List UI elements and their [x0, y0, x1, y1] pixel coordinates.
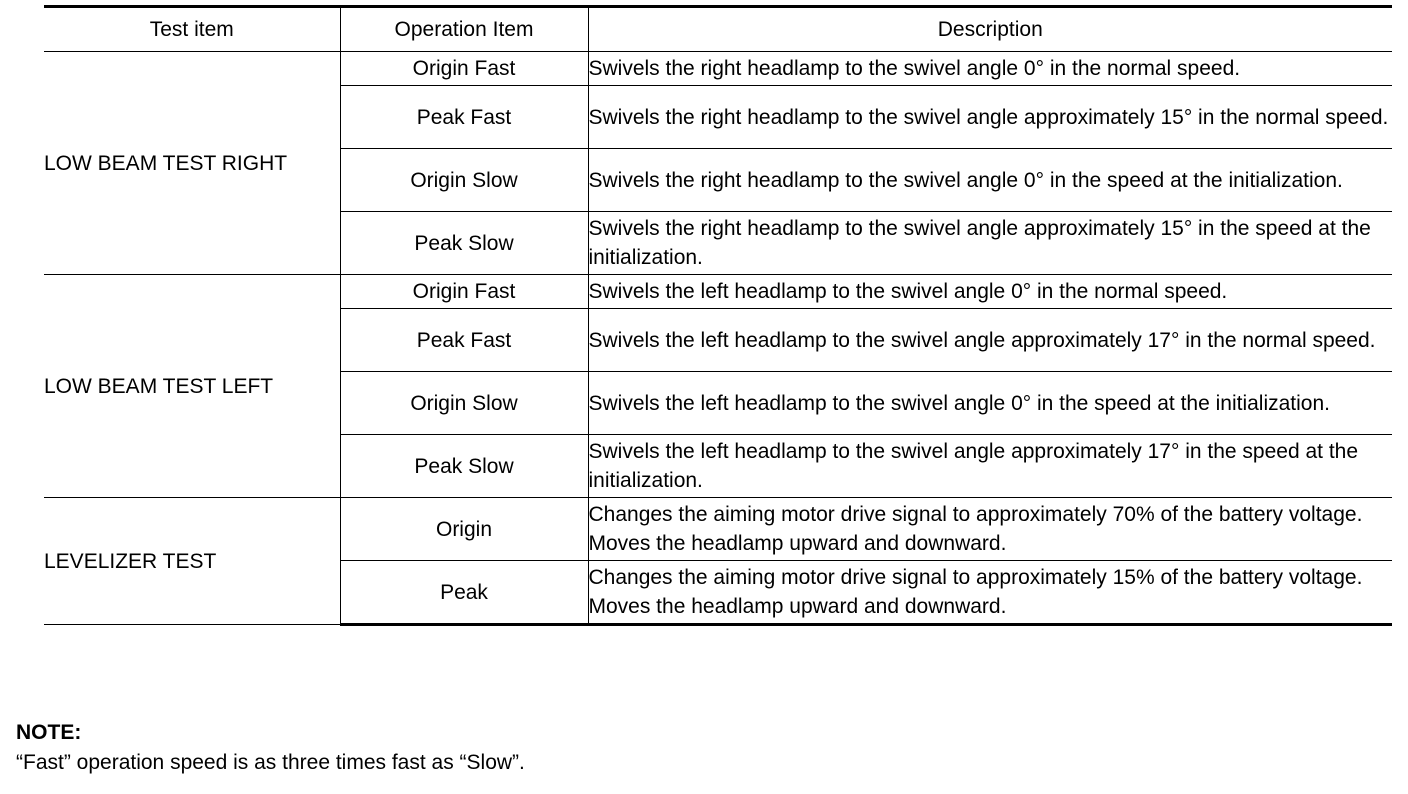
table-row	[44, 498, 1392, 561]
test-item-cell: LEVELIZER TEST	[44, 498, 340, 625]
note-title: NOTE:	[16, 721, 82, 744]
operation-item-cell: Origin Fast	[340, 52, 588, 86]
description-cell: Swivels the left headlamp to the swivel angle approximately 17° in the speed at the initialization.	[588, 435, 1392, 498]
description-cell: Swivels the right headlamp to the swivel angle approximately 15° in the speed at the initialization.	[588, 212, 1392, 275]
description-cell: Swivels the left headlamp to the swivel angle 0° in the normal speed.	[588, 275, 1392, 309]
description-cell: Swivels the right headlamp to the swivel angle 0° in the normal speed.	[588, 52, 1392, 86]
operation-item-cell: Peak Slow	[340, 435, 588, 498]
header-row	[44, 7, 1392, 52]
operation-item-cell: Peak Fast	[340, 309, 588, 372]
description-cell: Swivels the left headlamp to the swivel angle approximately 17° in the normal speed.	[588, 309, 1392, 372]
description-cell: Swivels the right headlamp to the swivel angle 0° in the speed at the initialization.	[588, 149, 1392, 212]
note-section	[16, 718, 525, 778]
description-cell: Changes the aiming motor drive signal to approximately 15% of the battery voltage. Moves the headlamp upward and downward.	[588, 561, 1392, 625]
operation-item-cell: Peak	[340, 561, 588, 625]
table-row	[44, 275, 1392, 309]
header-description: Description	[588, 7, 1392, 52]
note-text: “Fast” operation speed is as three times fast as “Slow”.	[16, 751, 525, 774]
operation-item-cell: Origin Slow	[340, 372, 588, 435]
test-item-table	[44, 5, 1392, 626]
operation-item-cell: Origin	[340, 498, 588, 561]
description-cell: Swivels the right headlamp to the swivel angle approximately 15° in the normal speed.	[588, 86, 1392, 149]
operation-item-cell: Origin Slow	[340, 149, 588, 212]
description-cell: Changes the aiming motor drive signal to approximately 70% of the battery voltage. Moves the headlamp upward and downward.	[588, 498, 1392, 561]
test-item-cell: LOW BEAM TEST LEFT	[44, 275, 340, 498]
description-cell: Swivels the left headlamp to the swivel angle 0° in the speed at the initialization.	[588, 372, 1392, 435]
operation-item-cell: Origin Fast	[340, 275, 588, 309]
table-row	[44, 52, 1392, 86]
header-operation-item: Operation Item	[340, 7, 588, 52]
test-item-cell: LOW BEAM TEST RIGHT	[44, 52, 340, 275]
operation-item-cell: Peak Slow	[340, 212, 588, 275]
header-test-item: Test item	[44, 7, 340, 52]
operation-item-cell: Peak Fast	[340, 86, 588, 149]
